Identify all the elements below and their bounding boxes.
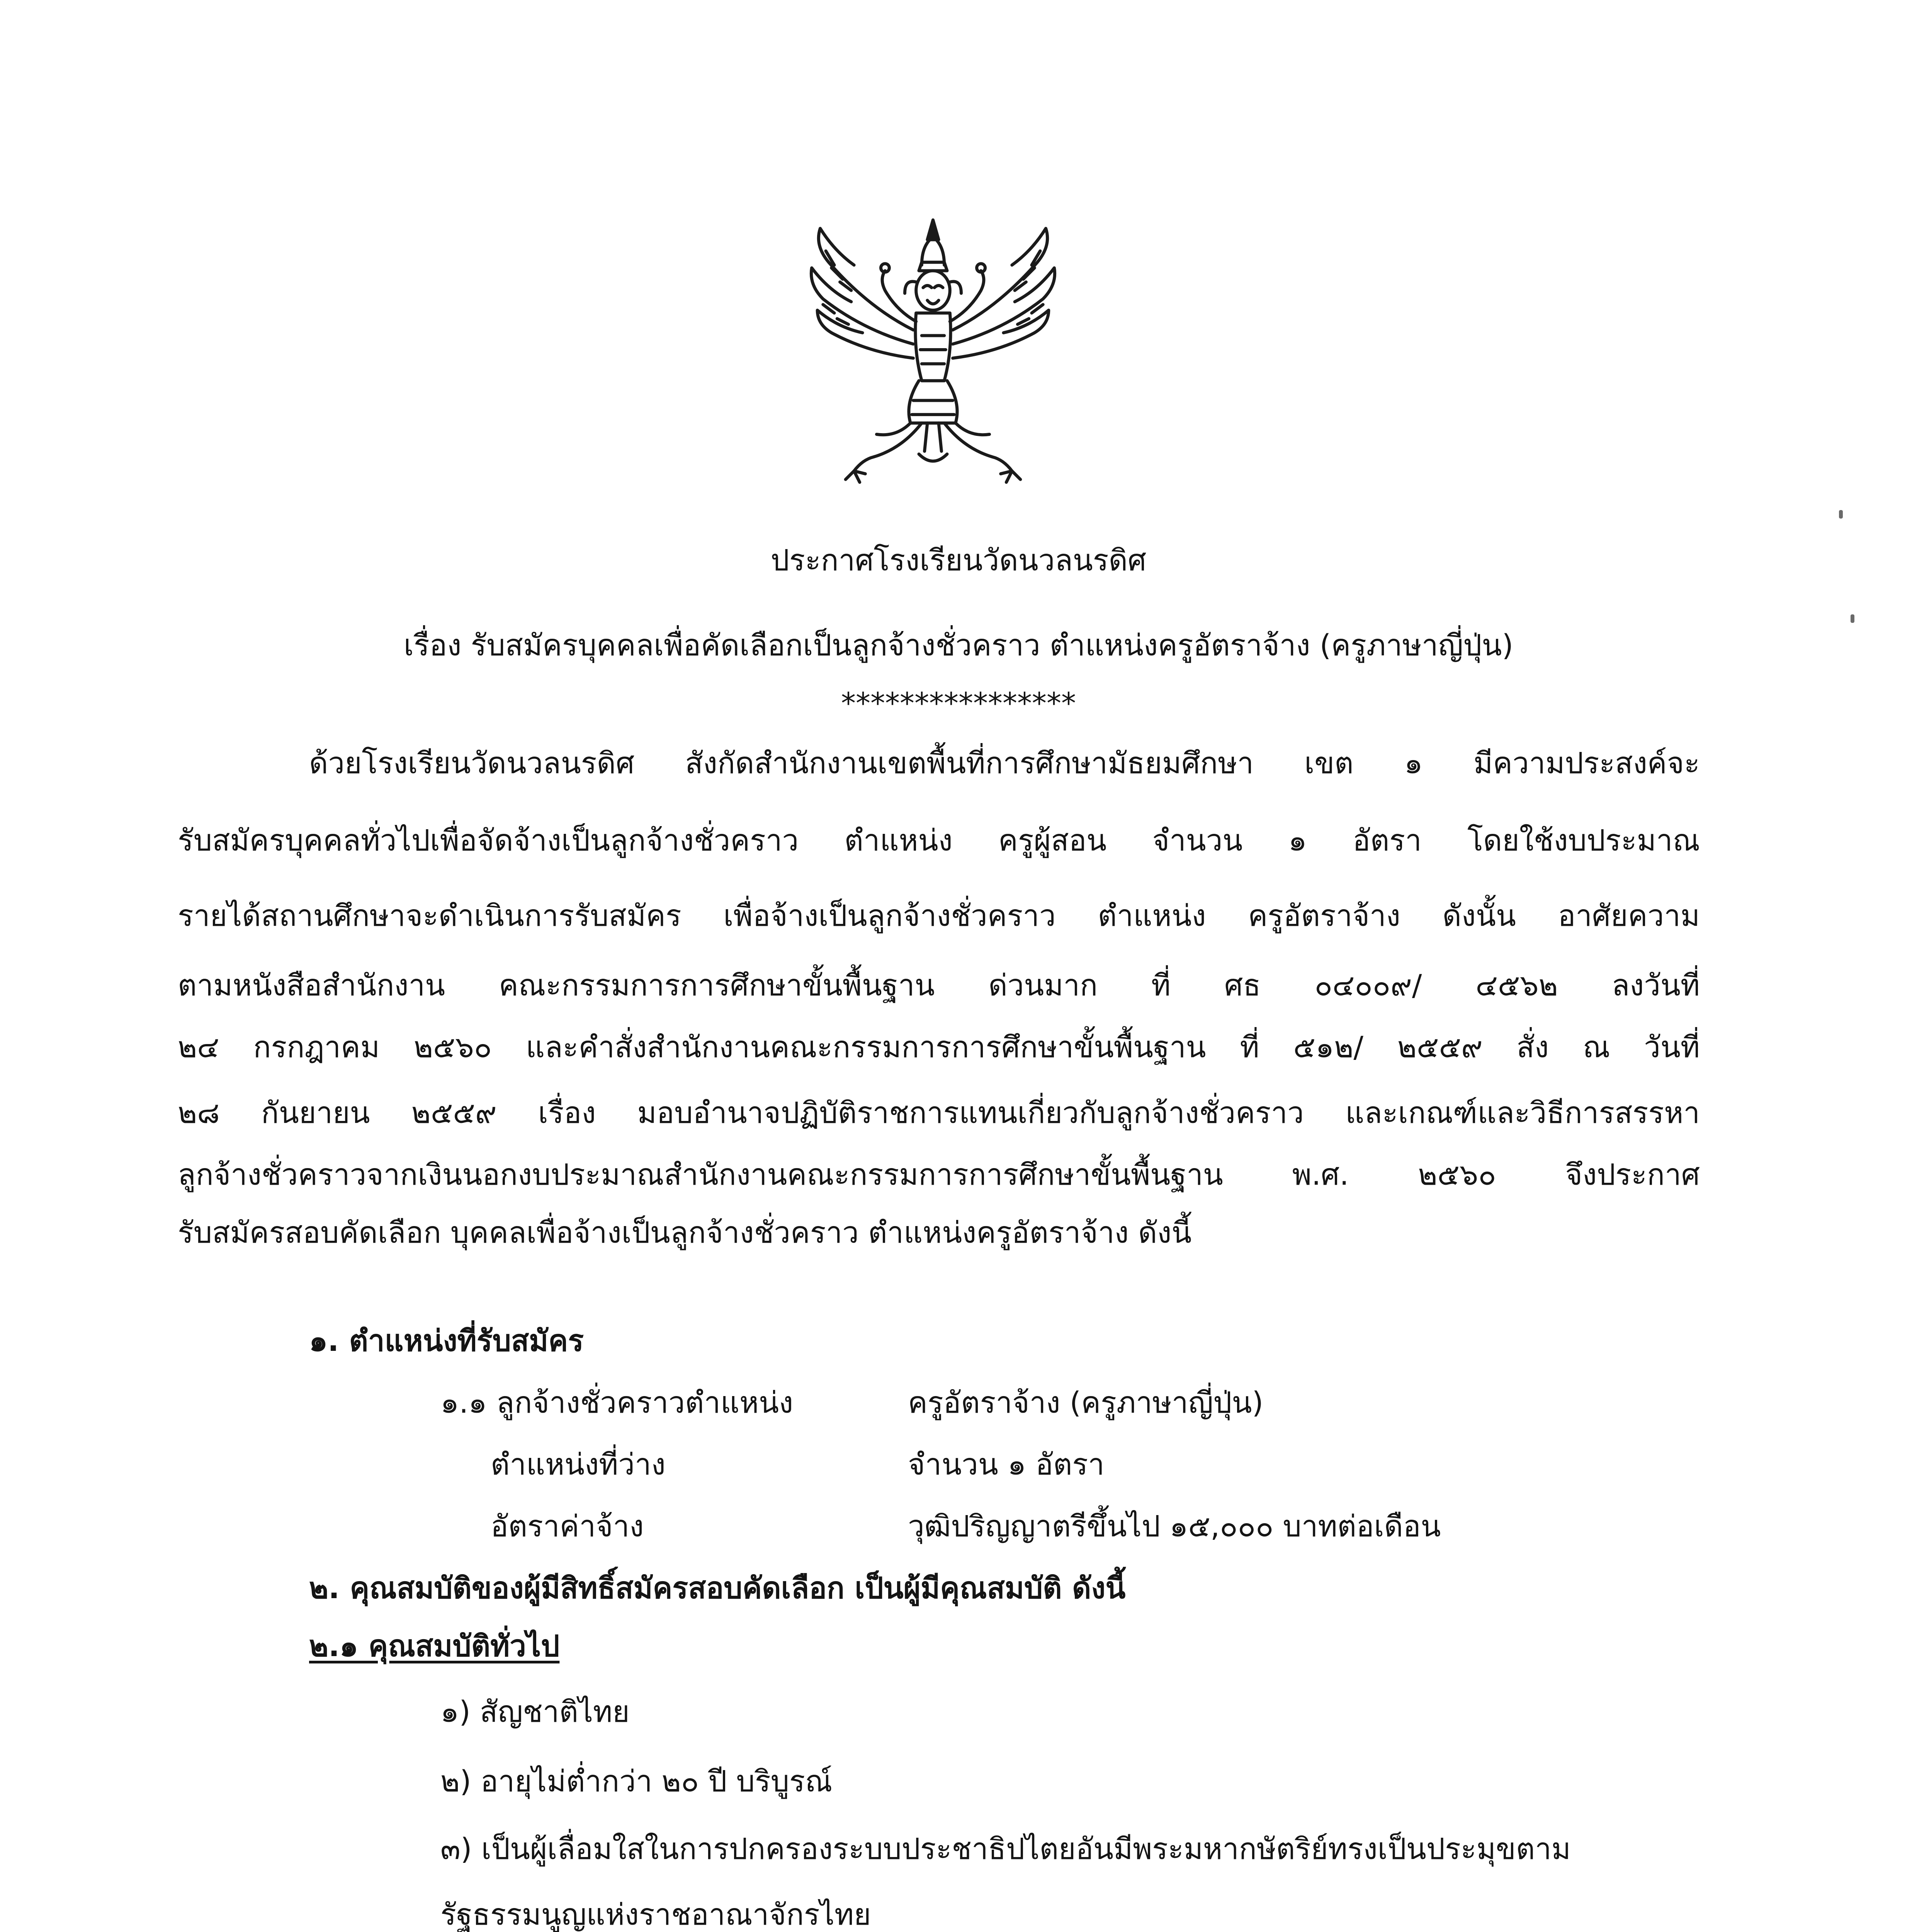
announcement-subject: เรื่อง รับสมัครบุคคลเพื่อคัดเลือกเป็นลูกจ้างชั่วคราว ตำแหน่งครูอัตราจ้าง (ครูภาษาญี่ปุ่น): [403, 628, 1514, 662]
section2-subheading: ๒.๑ คุณสมบัติทั่วไป: [309, 1629, 560, 1663]
position-value: ครูอัตราจ้าง (ครูภาษาญี่ปุ่น): [908, 1385, 1264, 1420]
intro-line-7: ลูกจ้างชั่วคราวจากเงินนอกงบประมาณสำนักงานคณะกรรมการการศึกษาขั้นพื้นฐาน พ.ศ. ๒๕๖๐ จึงประกาศ: [178, 1157, 1700, 1192]
intro-line-2: รับสมัครบุคคลทั่วไปเพื่อจัดจ้างเป็นลูกจ้างชั่วคราว ตำแหน่ง ครูผู้สอน จำนวน ๑ อัตรา โดยใช้งบประมาณ: [178, 823, 1700, 857]
salary-label: อัตราค่าจ้าง: [491, 1509, 644, 1543]
qualification-item-3-cont: รัฐธรรมนูญแห่งราชอาณาจักรไทย: [440, 1897, 871, 1932]
qualification-item-3: ๓) เป็นผู้เลื่อมใสในการปกครองระบบประชาธิปไตยอันมีพระมหากษัตริย์ทรงเป็นประมุขตาม: [440, 1832, 1571, 1866]
announcement-title: ประกาศโรงเรียนวัดนวลนรดิศ: [770, 543, 1147, 577]
title-divider: ****************: [841, 686, 1076, 720]
scan-speck: [1839, 510, 1843, 519]
section1-heading: ๑. ตำแหน่งที่รับสมัคร: [309, 1323, 584, 1358]
intro-line-5: ๒๔ กรกฎาคม ๒๕๖๐ และคำสั่งสำนักงานคณะกรรมการการศึกษาขั้นพื้นฐาน ที่ ๕๑๒/ ๒๕๕๙ สั่ง ณ วันที่: [178, 1030, 1700, 1064]
salary-value: วุฒิปริญญาตรีขึ้นไป ๑๕,๐๐๐ บาทต่อเดือน: [908, 1509, 1441, 1543]
intro-line-6: ๒๘ กันยายน ๒๕๕๙ เรื่อง มอบอำนาจปฏิบัติราชการแทนเกี่ยวกับลูกจ้างชั่วคราว และเกณฑ์และวิธีการสรรหา: [178, 1095, 1700, 1130]
qualification-item-1: ๑) สัญชาติไทย: [440, 1694, 630, 1729]
intro-line-1: ด้วยโรงเรียนวัดนวลนรดิศ สังกัดสำนักงานเขตพื้นที่การศึกษามัธยมศึกษา เขต ๑ มีความประสงค์จะ: [309, 746, 1700, 780]
intro-line-8: รับสมัครสอบคัดเลือก บุคคลเพื่อจ้างเป็นลูกจ้างชั่วคราว ตำแหน่งครูอัตราจ้าง ดังนี้: [178, 1215, 1192, 1250]
position-label: ๑.๑ ลูกจ้างชั่วคราวตำแหน่ง: [440, 1385, 794, 1420]
intro-line-3: รายได้สถานศึกษาจะดำเนินการรับสมัคร เพื่อจ้างเป็นลูกจ้างชั่วคราว ตำแหน่ง ครูอัตราจ้าง ดังนั้น อาศัยความ: [178, 898, 1700, 933]
section2-heading: ๒. คุณสมบัติของผู้มีสิทธิ์สมัครสอบคัดเลือก เป็นผู้มีคุณสมบัติ ดังนี้: [309, 1571, 1126, 1605]
qualification-item-2: ๒) อายุไม่ต่ำกว่า ๒๐ ปี บริบูรณ์: [440, 1764, 833, 1798]
scan-speck: [1851, 614, 1854, 623]
vacancy-label: ตำแหน่งที่ว่าง: [491, 1447, 666, 1481]
garuda-emblem-icon: [792, 209, 1074, 491]
intro-line-4: ตามหนังสือสำนักงาน คณะกรรมการการศึกษาขั้นพื้นฐาน ด่วนมาก ที่ ศธ ๐๔๐๐๙/ ๔๕๖๒ ลงวันที่: [178, 968, 1700, 1002]
vacancy-value: จำนวน ๑ อัตรา: [908, 1447, 1105, 1481]
